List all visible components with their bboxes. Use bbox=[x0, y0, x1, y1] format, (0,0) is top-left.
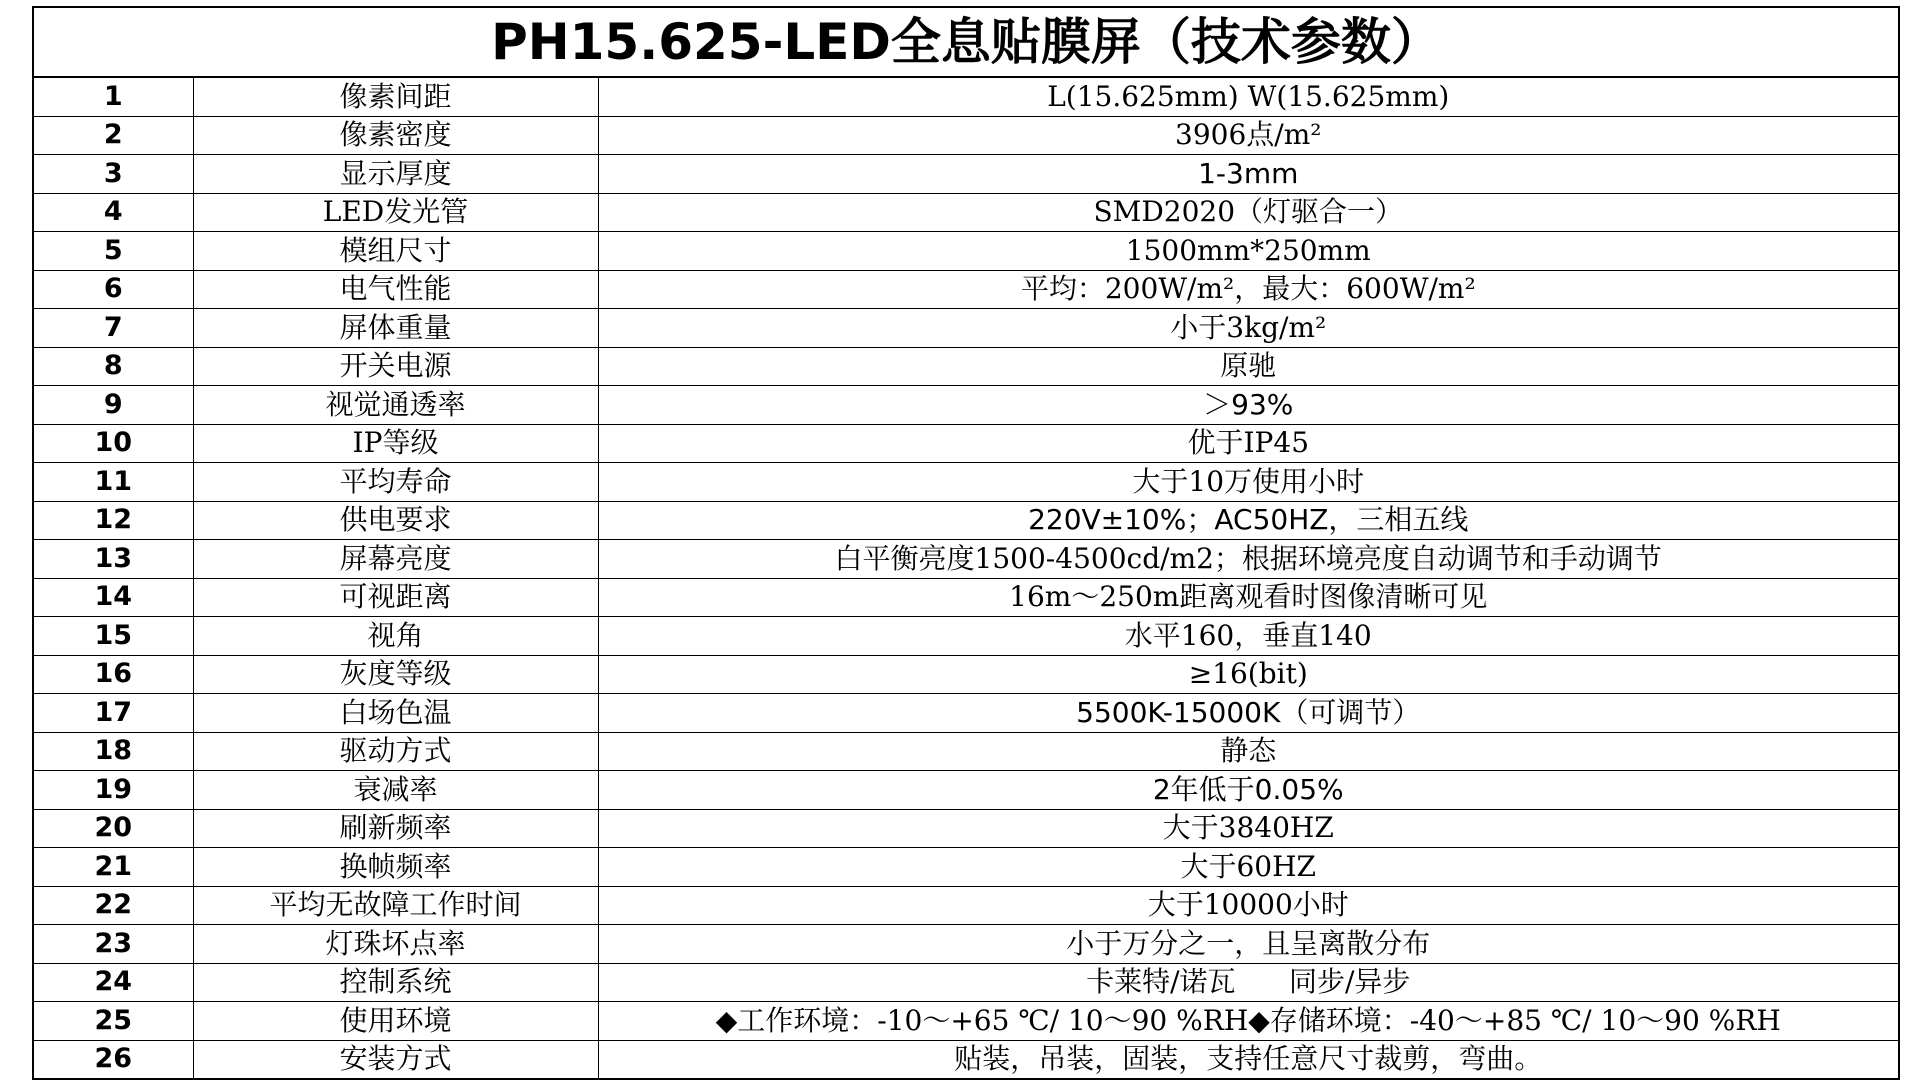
param-value: 水平160，垂直140 bbox=[598, 617, 1898, 656]
param-value: 优于IP45 bbox=[598, 424, 1898, 463]
param-value: 2年低于0.05% bbox=[598, 771, 1898, 810]
row-number: 9 bbox=[34, 386, 193, 425]
table-row bbox=[34, 116, 1898, 155]
param-name: 像素间距 bbox=[193, 78, 598, 116]
param-value: ◆工作环境：-10～+65 ℃/ 10～90 %RH◆存储环境：-40～+85 ℃/ 10～90 %RH bbox=[598, 1002, 1898, 1041]
param-value: 贴装，吊装，固装，支持任意尺寸裁剪，弯曲。 bbox=[598, 1040, 1898, 1078]
param-name: 灰度等级 bbox=[193, 655, 598, 694]
param-value: 5500K-15000K（可调节） bbox=[598, 694, 1898, 733]
row-number: 17 bbox=[34, 694, 193, 733]
row-number: 26 bbox=[34, 1040, 193, 1078]
param-value: 静态 bbox=[598, 732, 1898, 771]
row-number: 7 bbox=[34, 309, 193, 348]
row-number: 6 bbox=[34, 270, 193, 309]
row-number: 11 bbox=[34, 463, 193, 502]
table-row bbox=[34, 155, 1898, 194]
param-name: 白场色温 bbox=[193, 694, 598, 733]
param-name: 平均寿命 bbox=[193, 463, 598, 502]
param-name: 视觉通透率 bbox=[193, 386, 598, 425]
param-name: 视角 bbox=[193, 617, 598, 656]
table-row bbox=[34, 694, 1898, 733]
sheet-title: PH15.625-LED全息贴膜屏（技术参数） bbox=[34, 8, 1898, 78]
spec-table bbox=[34, 78, 1898, 1078]
param-name: 开关电源 bbox=[193, 347, 598, 386]
row-number: 18 bbox=[34, 732, 193, 771]
param-value: 白平衡亮度1500-4500cd/m2；根据环境亮度自动调节和手动调节 bbox=[598, 540, 1898, 579]
spec-sheet bbox=[32, 6, 1900, 1080]
param-name: 换帧频率 bbox=[193, 848, 598, 887]
table-row bbox=[34, 732, 1898, 771]
table-row bbox=[34, 617, 1898, 656]
param-name: 像素密度 bbox=[193, 116, 598, 155]
row-number: 3 bbox=[34, 155, 193, 194]
table-row bbox=[34, 848, 1898, 887]
param-name: IP等级 bbox=[193, 424, 598, 463]
row-number: 15 bbox=[34, 617, 193, 656]
param-name: 灯珠坏点率 bbox=[193, 925, 598, 964]
param-value: 小于3kg/m² bbox=[598, 309, 1898, 348]
table-row bbox=[34, 501, 1898, 540]
row-number: 4 bbox=[34, 193, 193, 232]
table-row bbox=[34, 1002, 1898, 1041]
param-value: 卡莱特/诺瓦 同步/异步 bbox=[598, 963, 1898, 1002]
row-number: 16 bbox=[34, 655, 193, 694]
table-row bbox=[34, 655, 1898, 694]
param-value: 平均：200W/m²，最大：600W/m² bbox=[598, 270, 1898, 309]
param-name: 使用环境 bbox=[193, 1002, 598, 1041]
table-row bbox=[34, 540, 1898, 579]
table-row bbox=[34, 963, 1898, 1002]
table-row bbox=[34, 386, 1898, 425]
table-row bbox=[34, 270, 1898, 309]
table-row bbox=[34, 193, 1898, 232]
table-row bbox=[34, 578, 1898, 617]
table-row bbox=[34, 424, 1898, 463]
table-row bbox=[34, 1040, 1898, 1078]
param-name: 可视距离 bbox=[193, 578, 598, 617]
param-value: 1-3mm bbox=[598, 155, 1898, 194]
param-value: 16m～250m距离观看时图像清晰可见 bbox=[598, 578, 1898, 617]
row-number: 5 bbox=[34, 232, 193, 271]
row-number: 24 bbox=[34, 963, 193, 1002]
param-name: 供电要求 bbox=[193, 501, 598, 540]
param-value: 大于60HZ bbox=[598, 848, 1898, 887]
row-number: 2 bbox=[34, 116, 193, 155]
row-number: 25 bbox=[34, 1002, 193, 1041]
table-row bbox=[34, 771, 1898, 810]
param-name: 控制系统 bbox=[193, 963, 598, 1002]
row-number: 19 bbox=[34, 771, 193, 810]
table-row bbox=[34, 309, 1898, 348]
param-value: 大于3840HZ bbox=[598, 809, 1898, 848]
param-name: 刷新频率 bbox=[193, 809, 598, 848]
row-number: 13 bbox=[34, 540, 193, 579]
param-name: 安装方式 bbox=[193, 1040, 598, 1078]
param-name: 驱动方式 bbox=[193, 732, 598, 771]
row-number: 22 bbox=[34, 886, 193, 925]
table-row bbox=[34, 232, 1898, 271]
param-value: 小于万分之一，且呈离散分布 bbox=[598, 925, 1898, 964]
row-number: 21 bbox=[34, 848, 193, 887]
param-name: 显示厚度 bbox=[193, 155, 598, 194]
param-name: 平均无故障工作时间 bbox=[193, 886, 598, 925]
param-value: 3906点/m² bbox=[598, 116, 1898, 155]
param-name: 屏体重量 bbox=[193, 309, 598, 348]
row-number: 23 bbox=[34, 925, 193, 964]
param-name: LED发光管 bbox=[193, 193, 598, 232]
row-number: 12 bbox=[34, 501, 193, 540]
param-value: ＞93% bbox=[598, 386, 1898, 425]
param-name: 模组尺寸 bbox=[193, 232, 598, 271]
param-value: 1500mm*250mm bbox=[598, 232, 1898, 271]
table-row bbox=[34, 809, 1898, 848]
table-row bbox=[34, 925, 1898, 964]
param-value: 大于10万使用小时 bbox=[598, 463, 1898, 502]
param-name: 衰减率 bbox=[193, 771, 598, 810]
row-number: 1 bbox=[34, 78, 193, 116]
param-value: ≥16(bit) bbox=[598, 655, 1898, 694]
param-value: SMD2020（灯驱合一） bbox=[598, 193, 1898, 232]
param-value: 220V±10%；AC50HZ，三相五线 bbox=[598, 501, 1898, 540]
param-name: 屏幕亮度 bbox=[193, 540, 598, 579]
table-row bbox=[34, 886, 1898, 925]
row-number: 14 bbox=[34, 578, 193, 617]
param-value: 大于10000小时 bbox=[598, 886, 1898, 925]
row-number: 20 bbox=[34, 809, 193, 848]
param-name: 电气性能 bbox=[193, 270, 598, 309]
table-row bbox=[34, 347, 1898, 386]
table-row bbox=[34, 78, 1898, 116]
param-value: L(15.625mm) W(15.625mm) bbox=[598, 78, 1898, 116]
row-number: 8 bbox=[34, 347, 193, 386]
param-value: 原驰 bbox=[598, 347, 1898, 386]
table-row bbox=[34, 463, 1898, 502]
row-number: 10 bbox=[34, 424, 193, 463]
